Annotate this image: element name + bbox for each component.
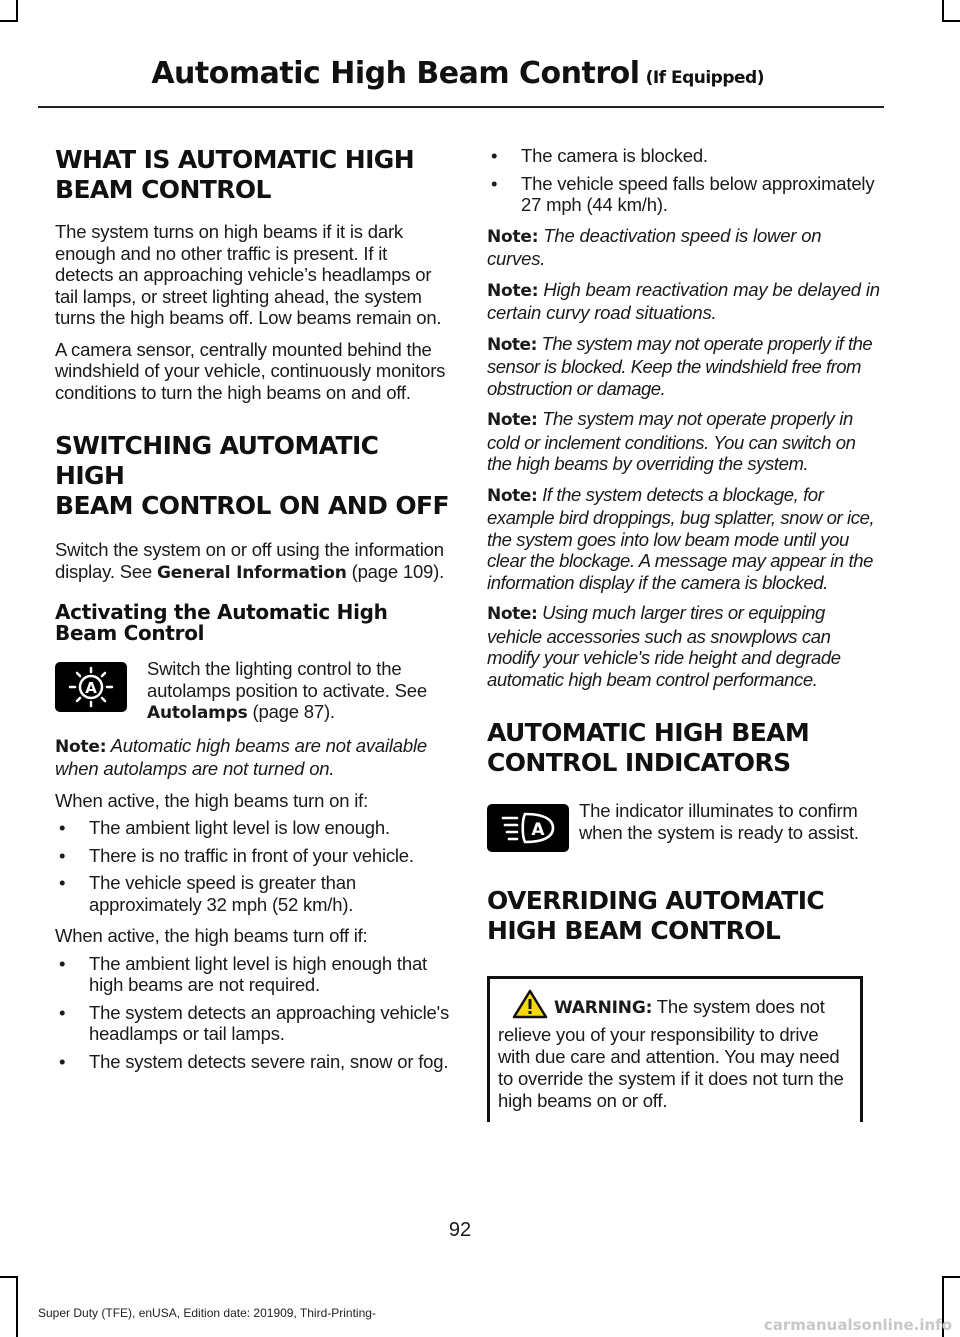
- list-item: • The camera is blocked.: [487, 145, 882, 167]
- link-autolamps[interactable]: Autolamps: [147, 703, 248, 723]
- paragraph: Switch the lighting control to the autolamps position to activate. See Autolamps (page 87).: [147, 658, 427, 723]
- autolamps-icon: [55, 662, 127, 712]
- watermark: carmanualsonline.info: [763, 1316, 952, 1334]
- note: Note: The system may not operate properly in cold or inclement conditions. You can switch on the high beams by overriding the system.: [487, 408, 856, 474]
- note: Note: The system may not operate properly if the sensor is blocked. Keep the windshield free from obstruction or damage.: [487, 332, 873, 399]
- auto-high-beam-indicator-icon: [487, 804, 569, 852]
- paragraph: The system turns on high beams if it is dark enough and no other traffic is present. If it detects an approaching vehicle’s headlamps or tail lamps, or street lighting ahead, the system turns the high beams off. Low beams remain on.: [55, 221, 442, 328]
- header-divider: [38, 106, 884, 108]
- section-title-indicators: AUTOMATIC HIGH BEAM CONTROL INDICATORS: [487, 718, 810, 777]
- activate-block: [55, 658, 450, 725]
- note: Note: If the system detects a blockage, for example bird droppings, bug splatter, snow or ice, the system goes into low beam mode until you clear the blockage. A message may appear in the information display if the camera is blocked.: [487, 483, 875, 593]
- crop-mark: [942, 1276, 960, 1278]
- right-column: [487, 145, 882, 1122]
- warning-icon: [512, 989, 548, 1024]
- crop-mark: [16, 0, 18, 22]
- paragraph: The indicator illuminates to confirm when the system is ready to assist.: [579, 800, 859, 843]
- crop-mark: [942, 0, 944, 22]
- bullet-list-on: [55, 817, 450, 915]
- list-item: • There is no traffic in front of your vehicle.: [55, 845, 450, 867]
- indicator-block: [487, 800, 882, 852]
- paragraph: A camera sensor, centrally mounted behind the windshield of your vehicle, continuously monitors conditions to turn the high beams on and off.: [55, 338, 446, 403]
- list-item: • The system detects severe rain, snow or fog.: [55, 1051, 450, 1073]
- page-number: 92: [448, 1219, 472, 1241]
- list-item: • The ambient light level is low enough.: [55, 817, 450, 839]
- section-title-overriding: OVERRIDING AUTOMATIC HIGH BEAM CONTROL: [487, 886, 825, 945]
- left-column: [55, 145, 450, 1072]
- svg-text:A: A: [85, 679, 97, 697]
- warning-box: WARNING: The system does not relieve you of your responsibility to drive with due care and attention. You may need to override the system if it does not turn the high beams on or off.: [487, 976, 863, 1122]
- note: Note: The deactivation speed is lower on curves.: [487, 224, 822, 269]
- page-header-title: Automatic High Beam Control (If Equipped): [151, 56, 764, 91]
- crop-mark: [0, 1276, 18, 1278]
- paragraph: When active, the high beams turn off if:: [55, 925, 368, 946]
- bullet-list-off: [55, 953, 450, 1073]
- note: Note: Using much larger tires or equipping vehicle accessories such as snowplows can modify your vehicle's ride height and degrade automatic high beam control performance.: [487, 602, 841, 690]
- page-header-subtitle: (If Equipped): [645, 68, 764, 88]
- paragraph: When active, the high beams turn on if:: [55, 789, 369, 811]
- bullet-list-off-continued: [487, 145, 882, 216]
- list-item: • The vehicle speed falls below approximately 27 mph (44 km/h).: [487, 173, 882, 216]
- list-item: • The ambient light level is high enough that high beams are not required.: [55, 953, 450, 996]
- note: Note: High beam reactivation may be delayed in certain curvy road situations.: [487, 278, 880, 323]
- section-title-switching: SWITCHING AUTOMATIC HIGH BEAM CONTROL ON AND OFF: [55, 431, 449, 520]
- footer-edition: Super Duty (TFE), enUSA, Edition date: 201909, Third-Printing-: [38, 1306, 376, 1320]
- subsection-title-activating: Activating the Automatic High Beam Control: [55, 600, 388, 645]
- list-item: • The system detects an approaching vehicle's headlamps or tail lamps.: [55, 1002, 450, 1045]
- crop-mark: [942, 20, 960, 22]
- paragraph: Switch the system on or off using the information display. See General Information (page 109).: [55, 539, 445, 583]
- crop-mark: [16, 1276, 18, 1337]
- svg-text:A: A: [531, 820, 545, 840]
- link-general-information[interactable]: General Information: [156, 562, 347, 583]
- note: Note: Automatic high beams are not available when autolamps are not turned on.: [55, 734, 427, 779]
- crop-mark: [0, 20, 18, 22]
- list-item: • The vehicle speed is greater than approximately 32 mph (52 km/h).: [55, 872, 450, 915]
- section-title-what-is: WHAT IS AUTOMATIC HIGH BEAM CONTROL: [55, 145, 415, 204]
